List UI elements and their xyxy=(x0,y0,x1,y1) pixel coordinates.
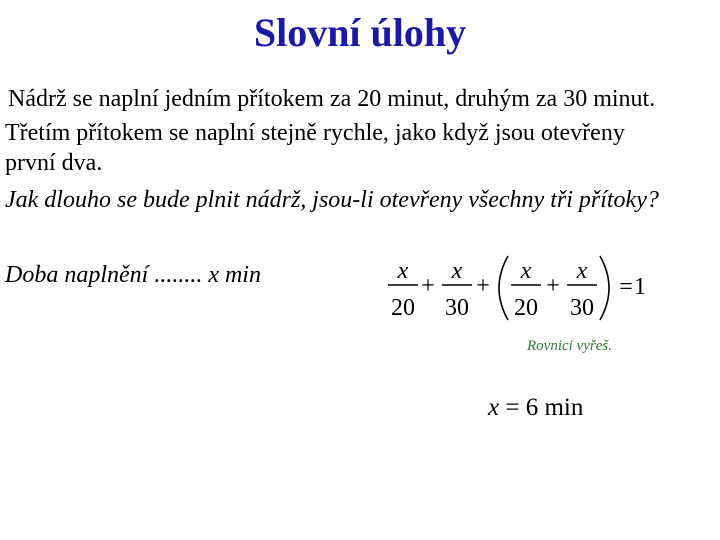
right-parenthesis xyxy=(600,256,609,320)
plus-sign-3: + xyxy=(546,273,560,299)
problem-line-1: Nádrž se naplní jedním přítokem za 20 minut, druhým za 30 minut. xyxy=(8,86,656,112)
fraction-1-numerator: x xyxy=(397,258,409,284)
hint-text: Rovnici vyřeš. xyxy=(527,338,612,354)
equals-sign: = xyxy=(619,274,633,300)
equation xyxy=(382,252,652,328)
left-parenthesis xyxy=(499,256,508,320)
problem-line-2: Třetím přítokem se naplní stejně rychle, jako když jsou otevřeny xyxy=(5,120,625,146)
page-title: Slovní úlohy xyxy=(253,10,467,55)
plus-sign-1: + xyxy=(421,273,435,299)
fraction-4-denominator: 30 xyxy=(570,295,594,321)
fraction-3-denominator: 20 xyxy=(514,295,538,321)
result-equals: = xyxy=(505,394,520,421)
problem-question: Jak dlouho se bude plnit nádrž, jsou-li otevřeny všechny tři přítoky? xyxy=(5,187,659,213)
result xyxy=(488,394,583,422)
fraction-2-denominator: 30 xyxy=(445,295,469,321)
problem-line-3: první dva. xyxy=(5,150,103,176)
fraction-2-numerator: x xyxy=(451,258,463,284)
result-value: 6 min xyxy=(525,394,584,421)
fraction-1-denominator: 20 xyxy=(391,295,415,321)
plus-sign-2: + xyxy=(476,273,490,299)
fraction-4-numerator: x xyxy=(576,258,588,284)
fraction-3-numerator: x xyxy=(520,258,532,284)
unknown-definition: Doba naplnění ........ x min xyxy=(5,262,261,288)
equation-rhs: 1 xyxy=(634,274,646,300)
equation-formula xyxy=(382,252,652,328)
result-variable: x xyxy=(488,394,500,421)
